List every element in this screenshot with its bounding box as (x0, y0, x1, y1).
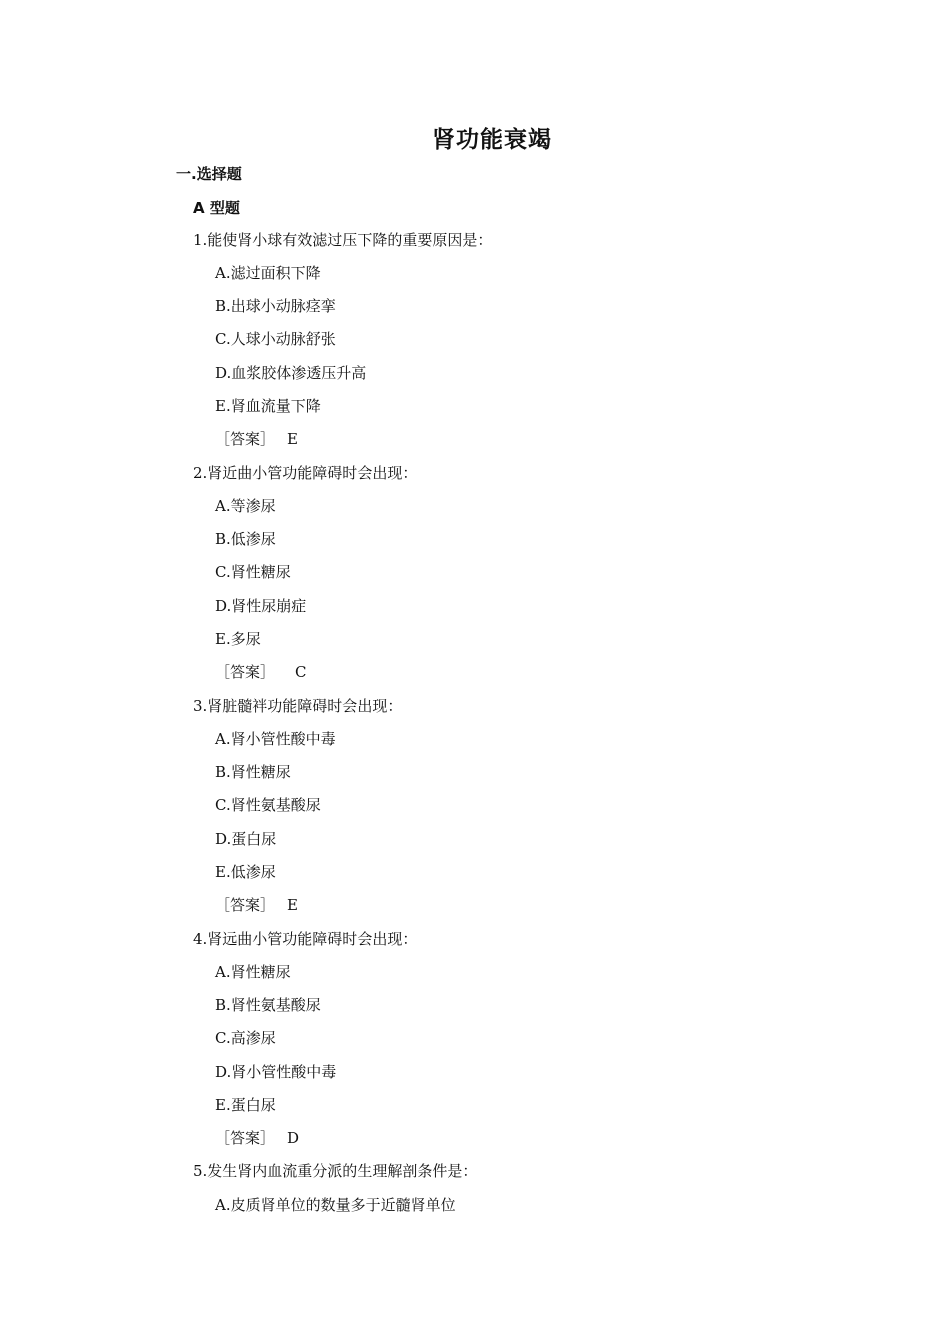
question-option: C.人球小动脉舒张 (215, 330, 336, 348)
answer-line (215, 429, 298, 449)
question-stem: 1.能使肾小球有效滤过压下降的重要原因是： (193, 231, 493, 249)
question-option: E.肾血流量下降 (215, 397, 321, 415)
question-stem: 5.发生肾内血流重分派的生理解剖条件是： (193, 1162, 478, 1180)
question-option: A.等渗尿 (215, 497, 276, 515)
question-option: D.肾小管性酸中毒 (215, 1063, 337, 1081)
question-option: C.肾性氨基酸尿 (215, 796, 321, 814)
question-stem: 2.肾近曲小管功能障碍时会出现： (193, 464, 418, 482)
answer-line (215, 895, 298, 915)
question-option: A.肾性糖尿 (215, 963, 291, 981)
document-title: 肾功能衰竭 (432, 127, 552, 153)
question-option: E.多尿 (215, 630, 261, 648)
question-option: B.低渗尿 (215, 530, 276, 548)
answer-key: C (295, 663, 307, 681)
question-option: B.肾性氨基酸尿 (215, 996, 321, 1014)
answer-line (215, 662, 307, 682)
question-option: A.滤过面积下降 (215, 264, 321, 282)
question-option: D.肾性尿崩症 (215, 597, 307, 615)
question-option: C.肾性糖尿 (215, 563, 291, 581)
question-stem: 3.肾脏髓袢功能障碍时会出现： (193, 697, 403, 715)
answer-key: E (287, 430, 298, 448)
subsection-heading: A 型题 (193, 199, 240, 217)
question-option: C.高渗尿 (215, 1029, 276, 1047)
answer-key: D (287, 1129, 300, 1147)
question-option: B.出球小动脉痉挛 (215, 297, 336, 315)
answer-key: E (287, 896, 298, 914)
answer-label: ［答案］ (215, 663, 276, 681)
question-option: B.肾性糖尿 (215, 763, 291, 781)
answer-label: ［答案］ (215, 896, 276, 914)
answer-label: ［答案］ (215, 430, 276, 448)
question-stem: 4.肾远曲小管功能障碍时会出现： (193, 930, 418, 948)
question-option: D.血浆胶体渗透压升高 (215, 364, 367, 382)
question-option: A.肾小管性酸中毒 (215, 730, 336, 748)
question-option: E.低渗尿 (215, 863, 276, 881)
question-option: A.皮质肾单位的数量多于近髓肾单位 (215, 1196, 456, 1214)
answer-line (215, 1128, 299, 1148)
answer-label: ［答案］ (215, 1129, 276, 1147)
question-option: D.蛋白尿 (215, 830, 277, 848)
section-heading: 一.选择题 (176, 165, 242, 183)
question-option: E.蛋白尿 (215, 1096, 276, 1114)
